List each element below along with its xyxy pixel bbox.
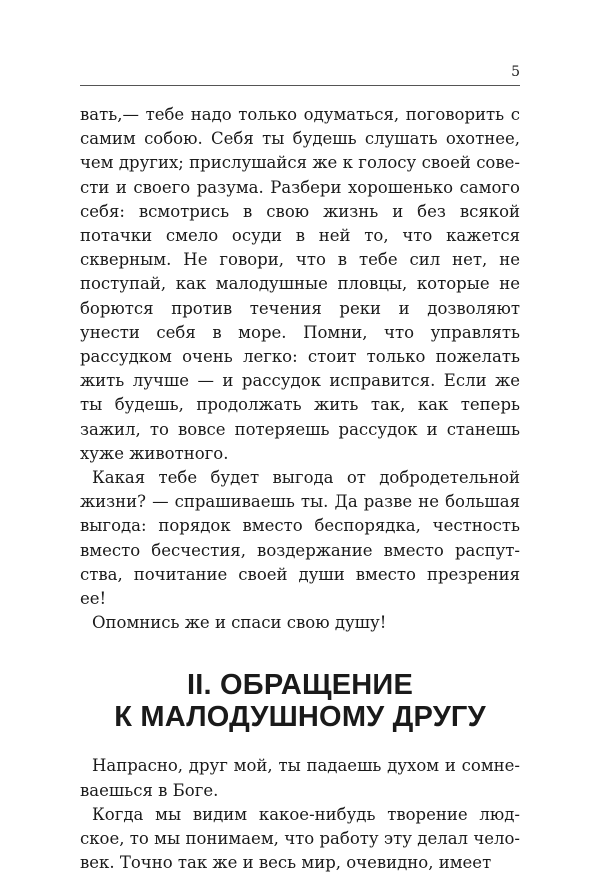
section-heading-line-2: К МАЛОДУШНОМУ ДРУГУ [114,701,486,734]
body-text [80,103,520,875]
paragraph: Напрасно, друг мой, ты падаешь духом и сомневаешься в Боге. [80,756,520,800]
paragraph: Какая тебе будет выгода от добродетельной жизни? — спрашиваешь ты. Да разве не большая выгода: порядок вместо беспорядка, честность вместо бесчестия, воздержание вместо распутства, почитание своей души вместо презрения ее! [80,468,520,609]
section-heading-line-1: II. ОБРАЩЕНИЕ [187,669,413,702]
page-number: 5 [511,64,520,80]
paragraph: Когда мы видим какое-нибудь творение людское, то мы понимаем, что работу эту делал человек. Точно так же и весь мир, очевидно, имеет [80,804,520,873]
paragraph: вать,— тебе надо только одуматься, поговорить с самим собою. Себя ты будешь слушать охотнее, чем других; прислушайся же к голосу своей совести и своего разума. Разбери хорошенько самого себя: всмотрись в свою жизнь и без всякой потачки смело осуди в ней то, что кажется скверным. Не говори, что в тебе сил нет, не поступай, как малодушные пловцы, которые не борются против течения реки и дозволяют унести себя в море. Помни, что управлять рассудком очень легко: стоит только пожелать жить лучше — и рассудок исправится. Если же ты будешь, продолжать жить так, как теперь зажил, то вовсе потеряешь рассудок и станешь хуже животного. [80,105,520,463]
header-rule [80,85,520,86]
paragraph: Опомнись же и спаси свою душу! [92,613,387,633]
section-heading [80,669,520,733]
